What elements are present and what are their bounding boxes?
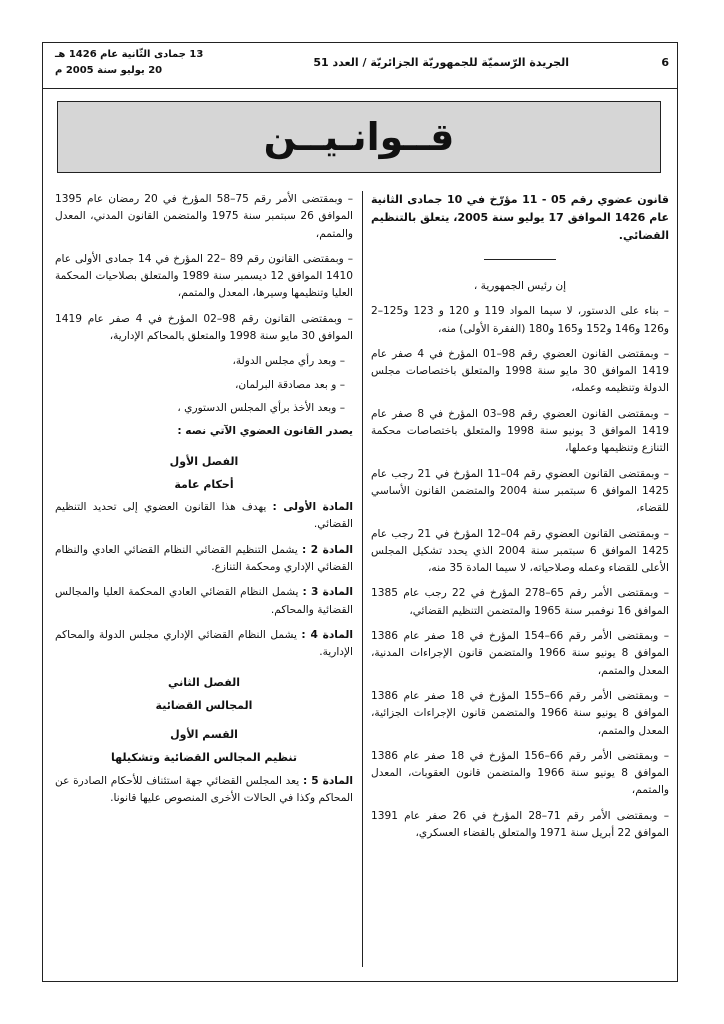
article-label: المادة 4 : — [301, 628, 353, 641]
preamble-paragraph: – وبمقتضى القانون رقم 98–02 المؤرخ في 4 صفر عام 1419 الموافق 30 مايو سنة 1998 والمتعلق بالمحاكم الإدارية، — [55, 312, 353, 343]
preamble-paragraph: – وبمقتضى القانون العضوي رقم 98–01 المؤرخ في 4 صفر عام 1419 الموافق 30 مايو سنة 1998 والمتعلق باختصاصات مجلس الدولة وتنظيمه وعمله، — [371, 347, 669, 395]
preamble-paragraph: – وبمقتضى الأمر رقم 65–278 المؤرخ في 22 رجب عام 1385 الموافق 16 نوفمبر سنة 1965 والمتضمن التنظيم القضائي، — [371, 587, 669, 617]
header-date-hijri: 13 جمادى الثّانية عام 1426 هـ — [55, 49, 204, 60]
header-date-gregorian: 20 يوليو سنة 2005 م — [55, 65, 163, 76]
preamble-short-line: – وبعد الأخذ برأي المجلس الدستوري ، — [177, 401, 345, 414]
page-number: 6 — [661, 56, 669, 69]
preamble-paragraph: – وبمقتضى القانون العضوي رقم 98–03 المؤرخ في 8 صفر عام 1419 الموافق 3 يونيو سنة 1998 والمتعلق باختصاصات محكمة التنازع وتنظيمها وعملها، — [371, 407, 669, 455]
chapter-title: الفصل الأول — [169, 454, 239, 468]
preamble-short-line: – و بعد مصادقة البرلمان، — [234, 378, 345, 391]
column-divider — [362, 191, 363, 967]
preamble-paragraph: – وبمقتضى الأمر رقم 71–28 المؤرخ في 26 صفر عام 1391 الموافق 22 أبريل سنة 1971 والمتعلق بالقضاء العسكري، — [371, 809, 669, 840]
article-text: يشمل التنظيم القضائي النظام القضائي العادي والنظام القضائي الإداري ومحكمة التنازع. — [55, 543, 353, 574]
banner-title: قــوانـيــن — [263, 115, 455, 159]
article-paragraph — [55, 584, 353, 619]
preamble-paragraph: – وبمقتضى الأمر رقم 66–156 المؤرخ في 18 صفر عام 1386 الموافق 8 يونيو سنة 1966 والمتضمن قانون العقوبات، المعدل والمتمم، — [371, 749, 669, 797]
section-subtitle: تنظيم المجالس القضائية وتشكيلها — [111, 751, 297, 765]
journal-title: الجريدة الرّسميّة للجمهوريّة الجزائريّة / العدد 51 — [313, 56, 569, 69]
section-banner — [57, 101, 661, 173]
article-text: يشمل النظام القضائي العادي المحكمة العليا والمجالس القضائية والمحاكم. — [55, 586, 353, 616]
article-text: يعد المجلس القضائي جهة استئناف للأحكام الصادرة عن المحاكم وكذا في الحالات الأخرى المنصوص عليها قانونا. — [55, 774, 353, 805]
preamble-paragraph: – بناء على الدستور، لا سيما المواد 119 و 120 و 123 و125–2 و126 و146 و152 و165 و180 (الفقرة الأولى) منه، — [371, 305, 670, 335]
chapter-subtitle: المجالس القضائية — [155, 698, 253, 712]
preamble-paragraph: – وبمقتضى القانون العضوي رقم 04–11 المؤرخ في 21 رجب عام 1425 الموافق 6 سبتمبر سنة 2004 والمتضمن القانون الأساسي للقضاء، — [371, 467, 670, 515]
preamble-paragraph: – وبمقتضى الأمر رقم 75–58 المؤرخ في 20 رمضان عام 1395 الموافق 26 سبتمبر سنة 1975 والمتضمن القانون المدني، المعدل والمتمم، — [55, 193, 353, 240]
article-paragraph — [55, 542, 353, 577]
article-text: يشمل النظام القضائي الإداري مجلس الدولة والمحاكم الإدارية. — [55, 628, 353, 659]
article-label: المادة الأولى : — [272, 501, 353, 514]
chapter-title: الفصل الثاني — [167, 675, 241, 689]
article-label: المادة 5 : — [302, 774, 353, 787]
article-label: المادة 2 : — [302, 543, 353, 556]
article-text: يهدف هذا القانون العضوي إلى تحديد التنظيم القضائي. — [55, 501, 353, 531]
preamble-paragraph: – وبمقتضى القانون رقم 89 –22 المؤرخ في 14 جمادى الأولى عام 1410 الموافق 12 ديسمبر سنة 1989 والمتعلق بصلاحيات المحكمة العليا وتنظيمها وسيرها، المعدل والمتمم، — [55, 252, 354, 300]
chapter-subtitle: أحكام عامة — [174, 477, 234, 491]
promulgation-line: يصدر القانون العضوي الآتي نصه : — [177, 425, 353, 438]
article-paragraph — [55, 499, 353, 534]
article-label: المادة 3 : — [302, 586, 353, 599]
section-title: القسم الأول — [170, 728, 238, 742]
preamble-paragraph: – وبمقتضى الأمر رقم 66–155 المؤرخ في 18 صفر عام 1386 الموافق 8 يونيو سنة 1966 والمتضمن قانون الإجراءات الجزائية، المعدل والمتمم، — [371, 689, 669, 737]
page-header — [43, 43, 677, 89]
president-intro: إن رئيس الجمهورية ، — [473, 280, 567, 292]
preamble-short-line: – وبعد رأي مجلس الدولة، — [232, 355, 345, 368]
preamble-paragraph: – وبمقتضى القانون العضوي رقم 04–12 المؤرخ في 21 رجب عام 1425 الموافق 6 سبتمبر سنة 2004 الذي يحدد تشكيل المجلس الأعلى للقضاء وعمله وصلاحياته، لا سيما المادة 35 منه، — [371, 527, 669, 575]
law-title: قانون عضوي رقم 05 - 11 مؤرّخ في 10 جمادى الثانية عام 1426 الموافق 17 يوليو سنة 2005، يتعلق بالتنظيم القضائي. — [371, 193, 669, 242]
article-paragraph — [55, 627, 353, 662]
article-paragraph — [55, 773, 353, 808]
title-rule — [484, 259, 556, 260]
preamble-paragraph: – وبمقتضى الأمر رقم 66–154 المؤرخ في 18 صفر عام 1386 الموافق 8 يونيو سنة 1966 والمتضمن قانون الإجراءات المدنية، المعدل والمتمم، — [371, 630, 669, 677]
right-column — [371, 191, 669, 850]
left-column — [55, 191, 353, 815]
page-frame — [42, 42, 678, 982]
